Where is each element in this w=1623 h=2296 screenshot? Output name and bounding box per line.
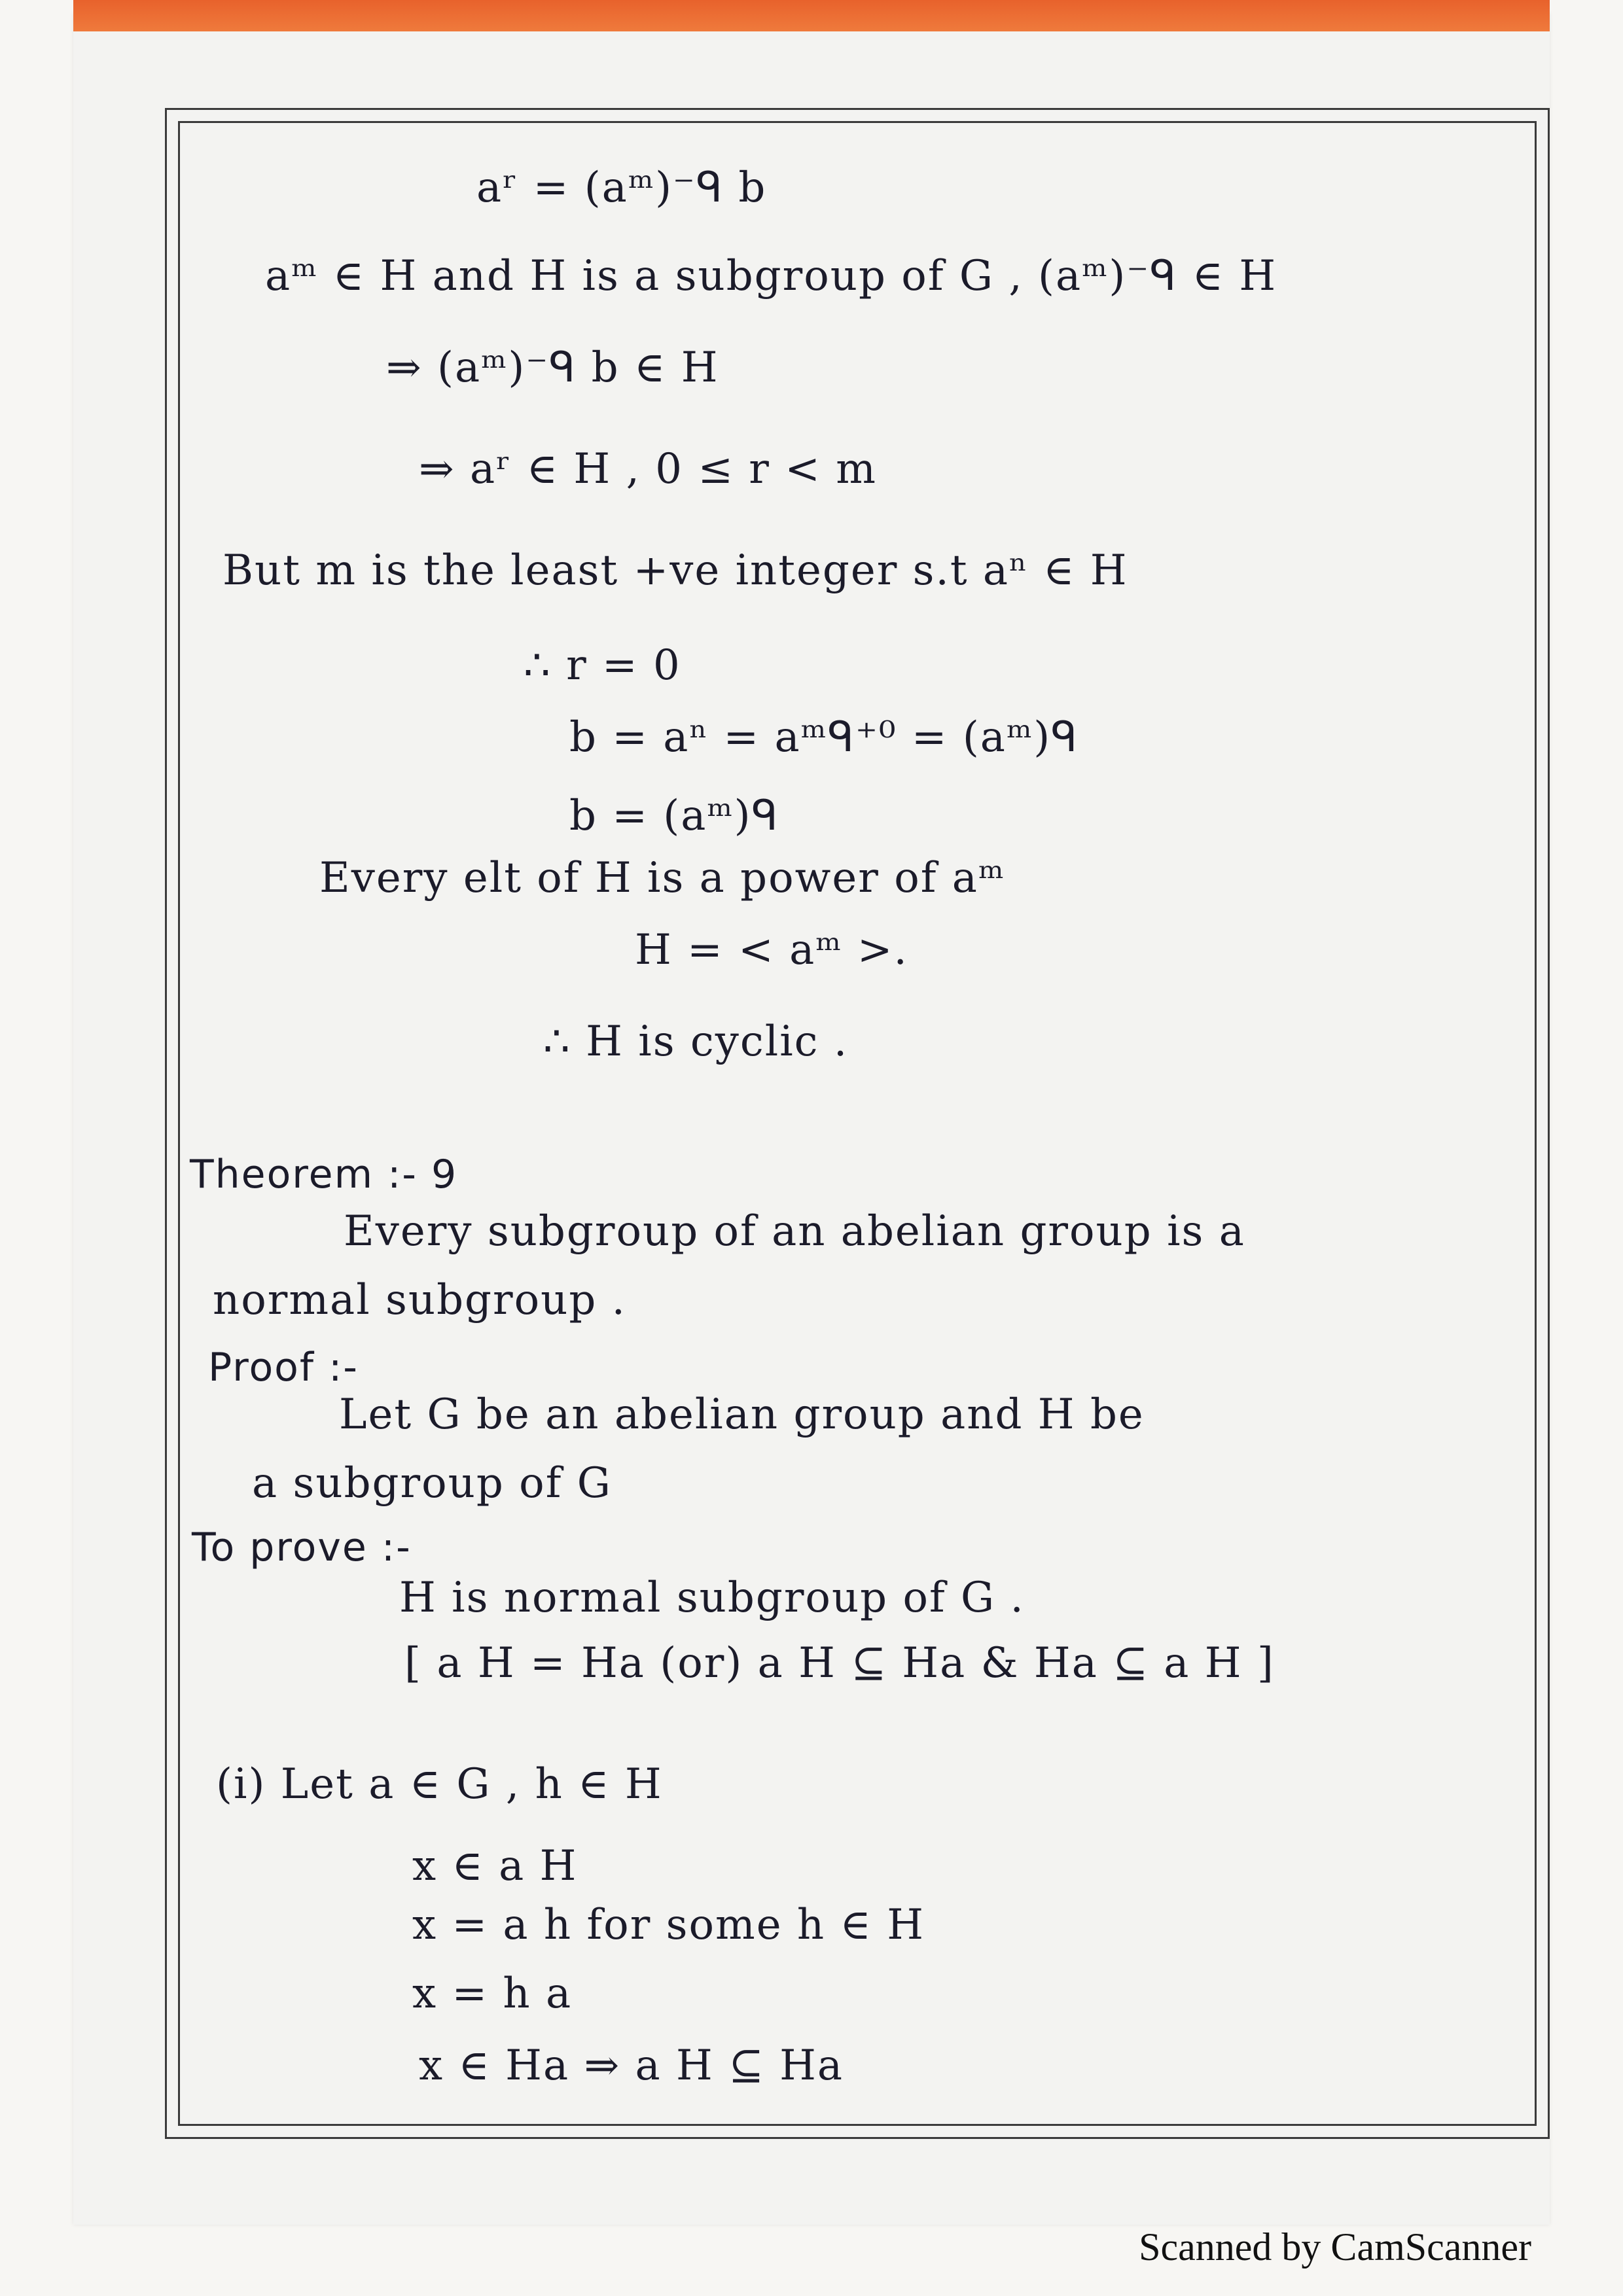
scanner-watermark: Scanned by CamScanner bbox=[1139, 2225, 1531, 2269]
handwritten-line: Let G be an abelian group and H be bbox=[339, 1390, 1145, 1439]
handwritten-line: x = a h for some h ∈ H bbox=[412, 1901, 925, 1949]
handwritten-line: [ a H = Ha (or) a H ⊆ Ha & Ha ⊆ a H ] bbox=[404, 1639, 1275, 1687]
handwritten-line: ⇒ aʳ ∈ H , 0 ≤ r < m bbox=[419, 445, 877, 493]
page-border-inner bbox=[178, 121, 1537, 2126]
handwritten-line: b = (aᵐ)ᑫ bbox=[569, 792, 779, 840]
handwritten-line: But m is the least +ve integer s.t aⁿ ∈ H bbox=[223, 546, 1128, 595]
handwritten-line: Every elt of H is a power of aᵐ bbox=[319, 854, 1006, 902]
handwritten-line: ⇒ (aᵐ)⁻ᑫ b ∈ H bbox=[386, 344, 719, 392]
to-prove-heading: To prove :- bbox=[192, 1525, 412, 1570]
handwritten-line: (i) Let a ∈ G , h ∈ H bbox=[216, 1760, 663, 1809]
handwritten-line: Every subgroup of an abelian group is a bbox=[344, 1207, 1245, 1256]
handwritten-line: ∴ H is cyclic . bbox=[543, 1017, 849, 1066]
handwritten-line: normal subgroup . bbox=[213, 1276, 626, 1324]
handwritten-line: aʳ = (aᵐ)⁻ᑫ b bbox=[476, 164, 767, 212]
handwritten-line: H = < aᵐ >. bbox=[635, 926, 908, 974]
handwritten-line: a subgroup of G bbox=[252, 1459, 612, 1508]
handwritten-line: x ∈ Ha ⇒ a H ⊆ Ha bbox=[419, 2041, 844, 2090]
handwritten-line: x ∈ a H bbox=[412, 1842, 578, 1890]
handwritten-line: H is normal subgroup of G . bbox=[399, 1574, 1025, 1622]
handwritten-line: aᵐ ∈ H and H is a subgroup of G , (aᵐ)⁻ᑫ ∈ H bbox=[265, 252, 1277, 300]
handwritten-line: x = h a bbox=[412, 1969, 573, 2018]
handwritten-line: ∴ r = 0 bbox=[524, 641, 681, 690]
page-top-edge bbox=[73, 0, 1550, 31]
handwritten-line: b = aⁿ = aᵐᑫ⁺⁰ = (aᵐ)ᑫ bbox=[569, 713, 1079, 762]
theorem-heading: Theorem :- 9 bbox=[190, 1152, 458, 1197]
proof-heading: Proof :- bbox=[208, 1345, 359, 1390]
